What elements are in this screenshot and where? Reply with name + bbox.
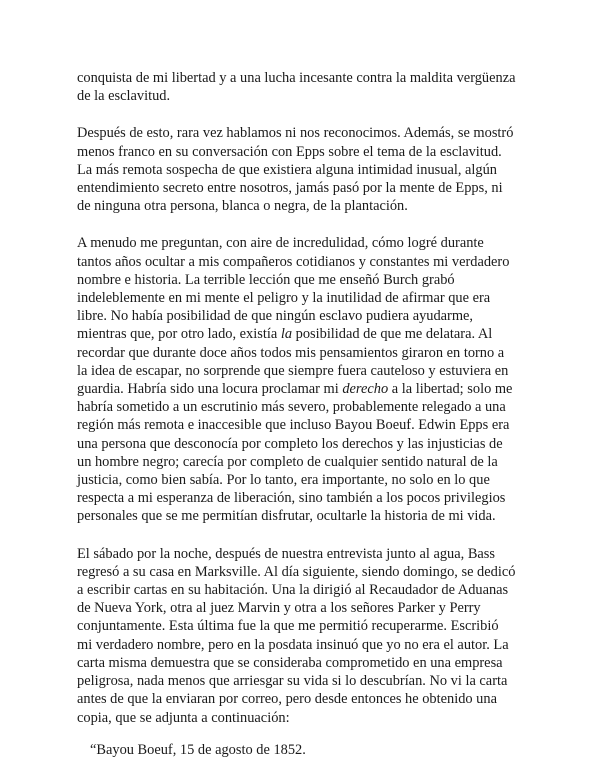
text-line: la idea de escapar, no sorprende que siempre fuera cauteloso y estuviera en [77, 362, 509, 379]
text-line: de la esclavitud. [77, 88, 171, 105]
text-line: nombre e historia. La terrible lección que me enseñó Burch grabó [77, 271, 455, 288]
text-line: menos franco en su conversación con Epps sobre el tema de la esclavitud. [77, 143, 502, 160]
paragraph-1 [77, 69, 523, 105]
text-line: personales que se me permitían disfrutar, ocultarle la historia de mi vida. [77, 508, 496, 525]
text-line: recordar que durante doce años todos mis pensamientos giraron en torno a [77, 344, 505, 361]
text-line: copia, que se adjunta a continuación: [77, 709, 290, 726]
text-line: de ninguna otra persona, blanca o negra, de la plantación. [77, 198, 408, 215]
text-line: respecta a mi esperanza de liberación, sino también a los pocos privilegios [77, 490, 506, 507]
text-line: Después de esto, rara vez hablamos ni nos reconocimos. Además, se mostró [77, 125, 514, 142]
text-line: indeleblemente en mi mente el peligro y la inutilidad de afirmar que era [77, 290, 491, 307]
text-line: habría sometido a un escrutinio más severo, probablemente relegado a una [77, 399, 506, 416]
text-segment: a la libertad; solo me [388, 381, 513, 398]
text-line [77, 325, 523, 343]
text-line: a escribir cartas en su habitación. Una la dirigió al Recaudador de Aduanas [77, 582, 509, 599]
text-line [77, 380, 523, 398]
text-line: El sábado por la noche, después de nuestra entrevista junto al agua, Bass [77, 545, 496, 562]
text-line: conjuntamente. Esta última fue la que me permitió recuperarme. Escribió [77, 618, 499, 635]
text-line: región más remota e inaccesible que incluso Bayou Boeuf. Edwin Epps era [77, 417, 510, 434]
text-line: un hombre negro; carecía por completo de cualquier sentido natural de la [77, 453, 498, 470]
text-segment: guardia. Habría sido una locura proclamar mi [77, 381, 343, 398]
text-line: carta misma demuestra que se consideraba comprometido en una empresa [77, 654, 503, 671]
text-line: entendimiento secreto entre nosotros, jamás pasó por la mente de Epps, ni [77, 180, 503, 197]
paragraph-3 [77, 234, 523, 525]
text-segment: posibilidad de que me delatara. Al [292, 326, 493, 343]
italic-text: derecho [342, 381, 389, 398]
text-line: libre. No había posibilidad de que ningún esclavo pudiera ayudarme, [77, 308, 474, 325]
text-line: antes de que la enviaran por correo, pero desde entonces he obtenido una [77, 691, 497, 708]
text-line: peligrosa, nada menos que arriesgar su vida si lo descubrían. No vi la carta [77, 673, 508, 690]
paragraph-4 [77, 545, 523, 727]
text-line: tantos años ocultar a mis compañeros cotidianos y constantes mi verdadero [77, 253, 510, 270]
text-line: justicia, como bien sabía. Por lo tanto, era importante, no solo en lo que [77, 472, 490, 489]
document-page [77, 69, 523, 759]
letter-dateline: “Bayou Boeuf, 15 de agosto de 1852. [90, 741, 306, 758]
text-line: conquista de mi libertad y a una lucha incesante contra la maldita vergüenza [77, 70, 516, 86]
text-line: una persona que desconocía por completo los derechos y las injusticias de [77, 435, 503, 452]
italic-text: la [280, 326, 293, 343]
paragraph-2 [77, 124, 523, 215]
text-line: A menudo me preguntan, con aire de incredulidad, cómo logré durante [77, 235, 484, 252]
text-line: regresó a su casa en Marksville. Al día siguiente, siendo domingo, se dedicó [77, 563, 516, 580]
text-line: de Nueva York, otra al juez Marvin y otra a los señores Parker y Perry [77, 600, 481, 617]
text-line: La más remota sospecha de que existiera alguna intimidad inusual, algún [77, 161, 497, 178]
text-line: mi verdadero nombre, pero en la posdata insinuó que yo no era el autor. La [77, 636, 509, 653]
text-segment: mientras que, por otro lado, existía [77, 326, 281, 343]
